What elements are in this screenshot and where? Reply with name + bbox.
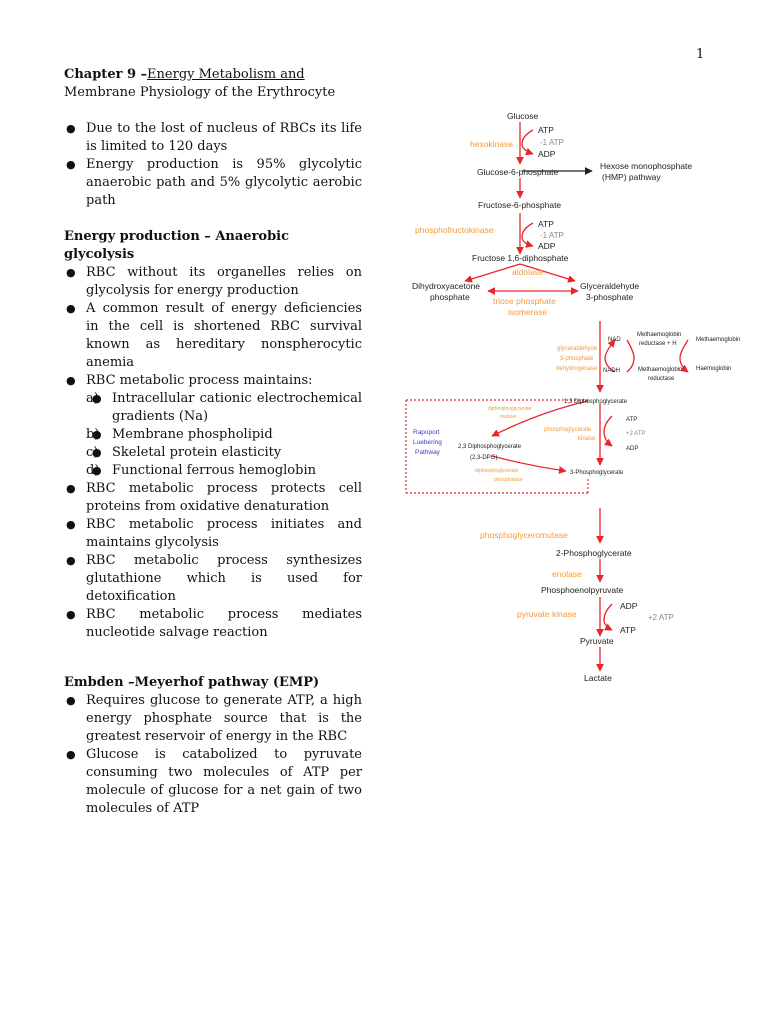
diagram-label: Hexose monophosphate — [600, 161, 693, 171]
section-heading-anaerobic: Energy production – Anaerobic glycolysis — [64, 229, 290, 262]
diagram-label: Haemoglobin — [696, 366, 732, 372]
list-item: ● Due to the lost of nucleus of RBCs its life is limited to 120 days — [86, 120, 362, 156]
diagram-label: Fructose-6-phosphate — [478, 200, 562, 210]
diagram-label: ADP — [538, 241, 556, 251]
chapter-title-line2: Membrane Physiology of the — [64, 85, 253, 100]
list-item: ● RBC metabolic process protects cell proteins from oxidative denaturation — [86, 480, 362, 516]
sub-item: ● d) Functional ferrous hemoglobin — [112, 462, 362, 480]
diagram-label: ATP — [620, 625, 636, 635]
diagram-label: aldolase — [512, 267, 544, 277]
diagram-label: phosphate — [430, 292, 470, 302]
diagram-label: (2,3-DPG) — [470, 455, 498, 461]
list-item: ● Energy production is 95% glycolytic anaerobic path and 5% glycolytic aerobic path — [86, 156, 362, 210]
diagram-label: NAD — [608, 337, 621, 343]
list-item: ● Requires glucose to generate ATP, a high energy phosphate source that is the greatest reservoir of energy in the RBC — [86, 692, 362, 746]
diagram-label: diphosphoglycerate — [475, 468, 519, 474]
diagram-label: ADP — [626, 446, 639, 452]
chapter-label: Chapter 9 – — [64, 67, 148, 82]
diagram-label: diphosphoglycerate — [488, 406, 532, 412]
diagram-label: mutase — [500, 414, 517, 420]
diagram-label: Phosphoenolpyruvate — [541, 585, 624, 595]
diagram-label: Glucose-6-phosphate — [477, 167, 559, 177]
page-number: 1 — [696, 47, 705, 62]
sub-list — [86, 390, 362, 480]
diagram-label: -1 ATP — [540, 231, 564, 240]
diagram-label: ATP — [538, 125, 554, 135]
diagram-label: Rapoport — [413, 429, 440, 436]
glucose-label: Glucose — [507, 111, 539, 121]
diagram-label: +2 ATP — [648, 613, 674, 622]
intro-list — [64, 120, 362, 210]
diagram-label: dehydrogenase — [556, 366, 598, 372]
diagram-label: 2,3 Diphosphoglycerate — [458, 444, 522, 450]
list-item: ● Glucose is catabolized to pyruvate consuming two molecules of ATP per molecule of glucose for a net gain of two molecules of ATP — [86, 746, 362, 818]
diagram-label: pyruvate kinase — [517, 609, 577, 619]
list-item: ● RBC metabolic process synthesizes glutathione which is used for detoxification — [86, 552, 362, 606]
diagram-label: -1 ATP — [540, 138, 564, 147]
diagram-label: (HMP) pathway — [602, 172, 661, 182]
diagram-label: Pathway — [415, 449, 440, 456]
diagram-label: Glyceraldehyde — [580, 281, 640, 291]
diagram-label: enolase — [552, 569, 582, 579]
diagram-label: Methaemoglobin — [637, 332, 682, 338]
diagram-label: glyceraldehyde — [557, 346, 598, 352]
diagram-label: Methaemoglobin — [638, 367, 683, 373]
sub-item: ● b) Membrane phospholipid — [112, 426, 362, 444]
diagram-label: ATP — [626, 417, 638, 423]
diagram-label: isomerase — [508, 307, 548, 317]
diagram-label: ADP — [620, 601, 638, 611]
list-item: ● RBC without its organelles relies on glycolysis for energy production — [86, 264, 362, 300]
emp-list — [64, 692, 362, 818]
diagram-label: Dihydroxyacetone — [412, 281, 481, 291]
diagram-label: Fructose 1,6-diphosphate — [472, 253, 569, 263]
diagram-label: ATP — [538, 219, 554, 229]
diagram-label: 3-phosphate — [560, 356, 594, 362]
chapter-title-line1: Energy Metabolism and — [147, 67, 305, 82]
sub-item: ● c) Skeletal protein elasticity — [112, 444, 362, 462]
sub-item: ● a) Intracellular cationic electrochemical gradients (Na) — [112, 390, 362, 426]
diagram-label: Luebering — [413, 439, 442, 446]
diagram-label: phosphoglycerate — [544, 427, 592, 433]
notes-column — [64, 66, 362, 818]
diagram-label: NADH — [603, 368, 621, 374]
section-heading-emp: Embden –Meyerhof pathway (EMP) — [64, 675, 320, 690]
chapter-heading — [64, 66, 362, 84]
diagram-label: +2 ATP — [626, 431, 646, 437]
diagram-label: phosphatase — [494, 477, 523, 483]
diagram-label: phosphofructokinase — [415, 225, 494, 235]
diagram-label: Pyruvate — [580, 636, 614, 646]
list-item: ● RBC metabolic process mediates nucleotide salvage reaction — [86, 606, 362, 642]
list-item-text: RBC metabolic process maintains: — [86, 373, 313, 388]
diagram-label: 3-Phosphoglycerate — [570, 470, 624, 476]
anaerobic-list — [64, 264, 362, 642]
chapter-title-line3: Erythrocyte — [256, 85, 336, 100]
diagram-label: reductase + H — [639, 341, 677, 347]
diagram-label: hexokinase — [470, 139, 514, 149]
diagram-label: ADP — [538, 149, 556, 159]
list-item — [86, 372, 362, 480]
diagram-label: reductase — [648, 376, 675, 382]
diagram-label: Methaemoglobin — [696, 337, 741, 343]
diagram-label: 1,3 Diphosphoglycerate — [564, 399, 628, 405]
diagram-label: 3-phosphate — [586, 292, 634, 302]
diagram-label: Lactate — [584, 673, 612, 683]
list-item: ● RBC metabolic process initiates and maintains glycolysis — [86, 516, 362, 552]
diagram-label: triose phosphate — [493, 296, 556, 306]
diagram-label: kinase — [578, 436, 596, 442]
diagram-label: 2-Phosphoglycerate — [556, 548, 632, 558]
diagram-label: phosphoglyceromutase — [480, 530, 568, 540]
list-item: ● A common result of energy deficiencies in the cell is shortened RBC survival known as hereditary nonspherocytic anemia — [86, 300, 362, 372]
